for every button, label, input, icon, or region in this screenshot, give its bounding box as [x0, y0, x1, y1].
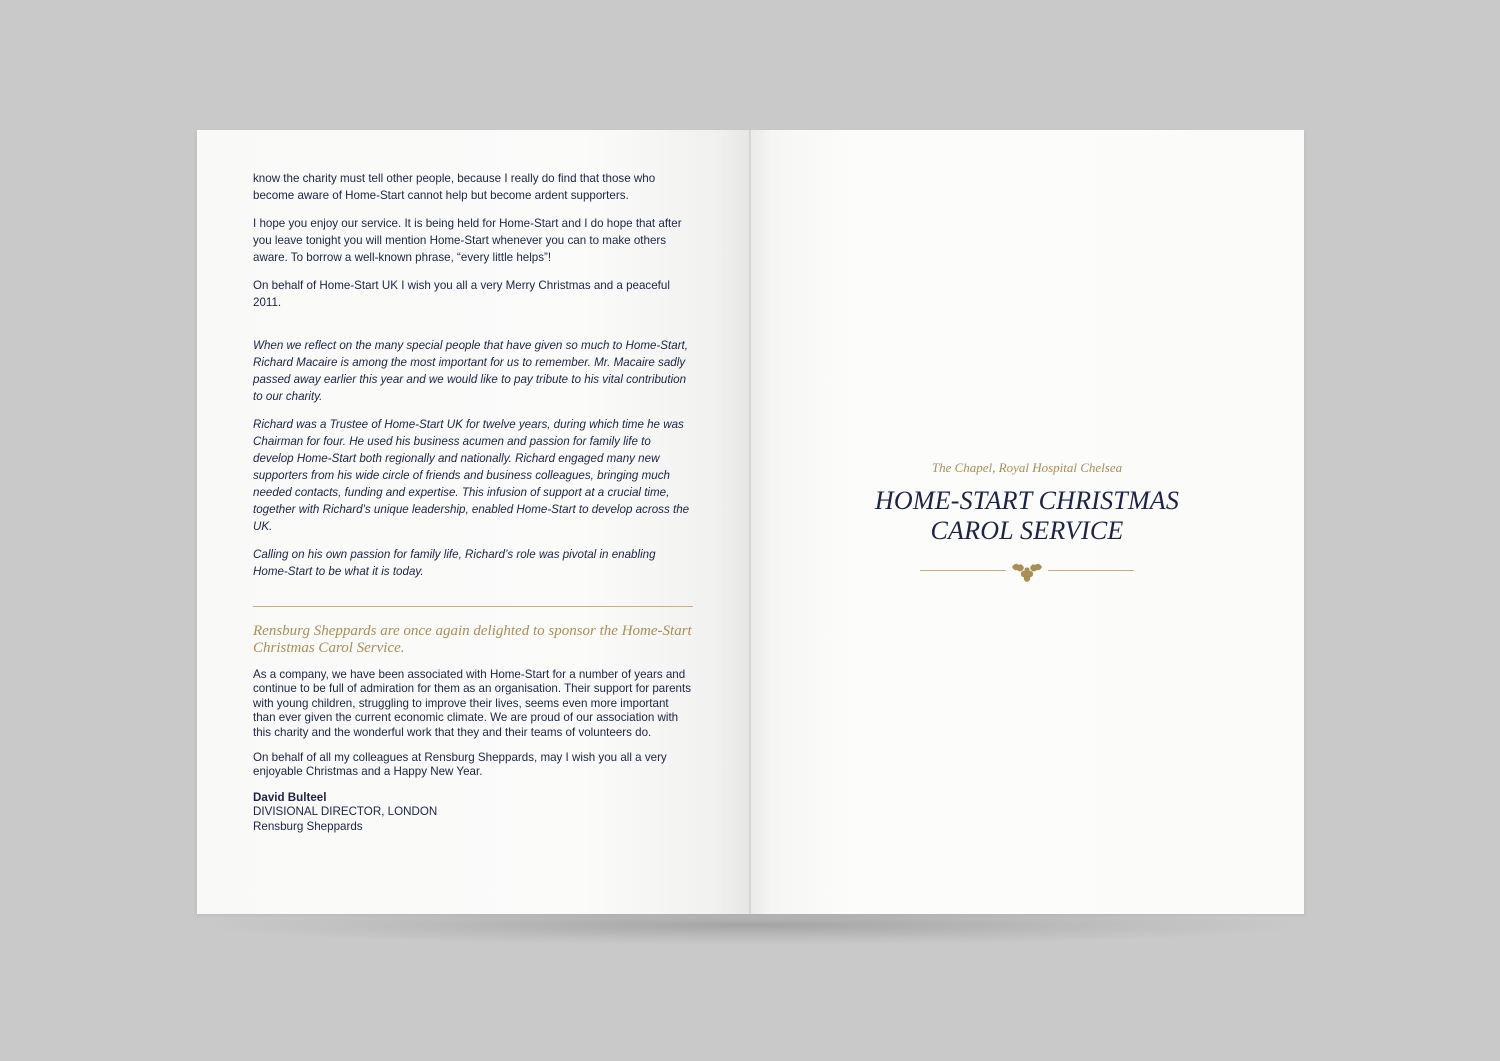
venue-subtitle: The Chapel, Royal Hospital Chelsea [931, 460, 1123, 475]
ornament-line-right [1048, 570, 1134, 571]
signature-company: Rensburg Sheppards [253, 819, 363, 833]
tribute-paragraph: Calling on his own passion for family life, Richard’s role was pivotal in enabling Home-Start to be what it is today. [253, 548, 656, 578]
sponsor-lead-text: Rensburg Sheppards are once again delighted to sponsor the Home-Start Christmas Carol Service. [253, 623, 692, 656]
ornament-line-left [920, 570, 1006, 571]
signature-title: DIVISIONAL DIRECTOR, LONDON [253, 805, 438, 819]
holly-ornament [920, 560, 1134, 582]
body-paragraph: I hope you enjoy our service. It is being held for Home-Start and I do hope that after you leave tonight you will mention Home-Start whenever you can to make others aware. To borrow a well-known phrase, “every little helps”! [253, 217, 682, 264]
sponsor-paragraph: On behalf of all my colleagues at Rensburg Sheppards, may I wish you all a very enjoyable Christmas and a Happy New Year. [253, 751, 667, 779]
service-title-line-2: CAROL SERVICE [930, 516, 1124, 545]
service-title-line-1: HOME-START CHRISTMAS [874, 486, 1180, 515]
signature-block [253, 791, 693, 834]
sponsor-paragraph: As a company, we have been associated with Home-Start for a number of years and continue to be full of admiration for them as an organisation. Their support for parents with young children, struggling to improve their lives, seems even more important than ever given the current economic climate. We are proud of our association with this charity and the wonderful work that they and their teams of volunteers do. [253, 668, 692, 739]
body-paragraph: know the charity must tell other people, because I really do find that those who become aware of Home-Start cannot help but become ardent supporters. [253, 172, 656, 202]
body-paragraph: On behalf of Home-Start UK I wish you all a very Merry Christmas and a peaceful 2011. [253, 279, 670, 309]
cover-title-block [750, 460, 1304, 582]
signature-name: David Bulteel [253, 790, 327, 804]
sponsor-message [253, 668, 693, 780]
holly-berries-icon [1009, 560, 1045, 582]
right-page [750, 130, 1304, 914]
spine-gutter [749, 130, 751, 914]
service-title [750, 486, 1304, 546]
tribute-paragraph: Richard was a Trustee of Home-Start UK for twelve years, during which time he was Chairman for four. He used his business acumen and passion for family life to develop Home-Start both regionally and nationally. Richard engaged many new supporters from his wide circle of friends and business colleagues, bringing much needed contacts, funding and expertise. This infusion of support at a crucial time, together with Richard’s unique leadership, enabled Home-Start to develop across the UK. [253, 418, 690, 533]
left-page [197, 130, 750, 914]
section-divider [253, 606, 693, 607]
tribute-paragraph: When we reflect on the many special people that have given so much to Home-Start, Richard Macaire is among the most important for us to remember. Mr. Macaire sadly passed away earlier this year and we would like to pay tribute to his vital contribution to our charity. [253, 339, 688, 403]
left-page-text-column [253, 170, 693, 834]
